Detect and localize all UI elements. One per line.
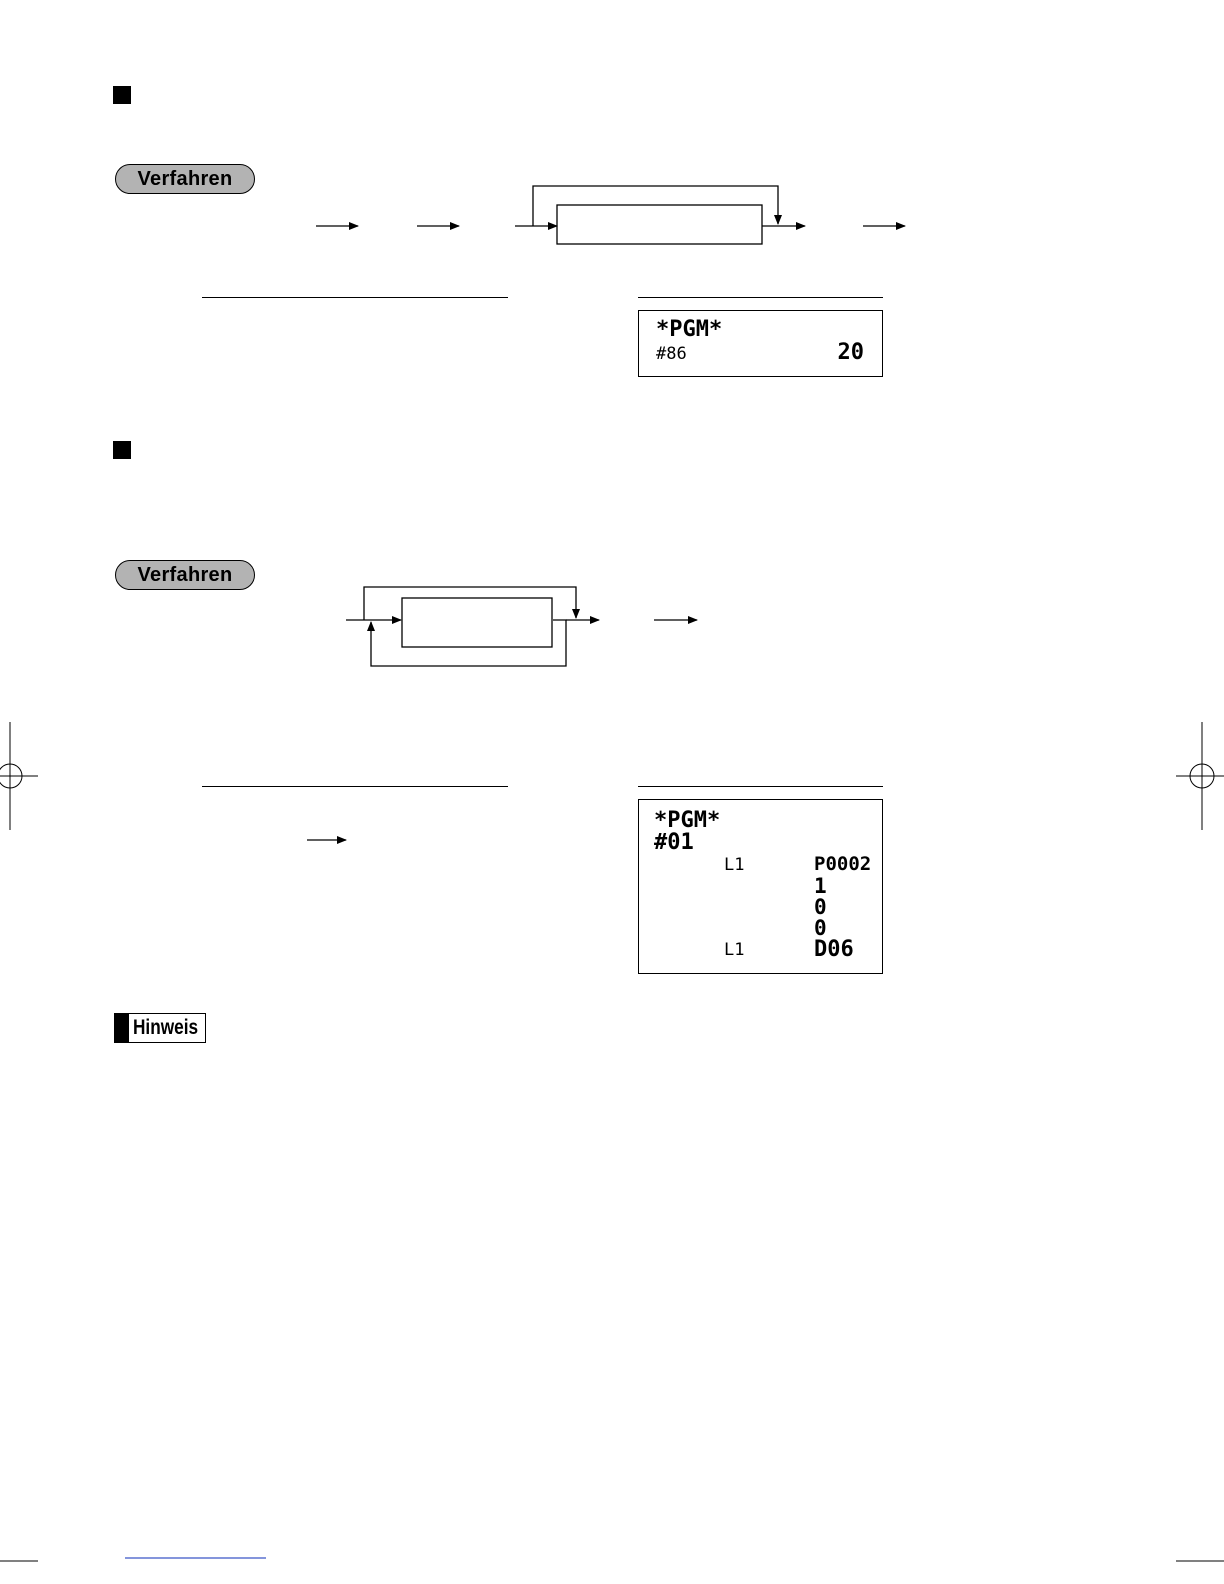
- display-title: *PGM*: [656, 317, 723, 342]
- section2-bullet: [113, 441, 131, 459]
- section1-procedure-badge: Verfahren: [115, 164, 255, 194]
- display-row-right: P0002: [814, 853, 872, 875]
- flow-bypass-loop: [533, 186, 778, 226]
- note-badge-label: Hinweis: [133, 1016, 199, 1039]
- display-row-right: 1: [814, 874, 827, 898]
- display-code: #86: [656, 344, 687, 364]
- crop-marks: [0, 722, 1224, 1561]
- flow-box: [557, 205, 762, 244]
- section1-display: [638, 310, 883, 377]
- display-row-right: D06: [814, 937, 854, 962]
- section1-display-column-rule: [638, 297, 883, 298]
- display-row-left: L1: [724, 855, 745, 875]
- section1-key-column-rule: [202, 297, 508, 298]
- section2-display-column-rule: [638, 786, 883, 787]
- section2-display: [638, 799, 883, 974]
- flow-box: [402, 598, 552, 647]
- section1-flow: [316, 186, 905, 244]
- section2-key-column-rule: [202, 786, 508, 787]
- flow-repeat-loop: [371, 620, 566, 666]
- display-title: *PGM*: [654, 808, 721, 833]
- display-row-left: L1: [724, 940, 745, 960]
- flow-bypass-loop: [364, 587, 576, 620]
- display-row-right: 0: [814, 916, 827, 940]
- display-row-right: 0: [814, 895, 827, 919]
- display-code: #01: [654, 830, 694, 855]
- display-value: 20: [837, 340, 864, 365]
- section2-procedure-badge: Verfahren: [115, 560, 255, 590]
- note-badge-bar: [115, 1014, 129, 1042]
- note-badge: [114, 1013, 206, 1043]
